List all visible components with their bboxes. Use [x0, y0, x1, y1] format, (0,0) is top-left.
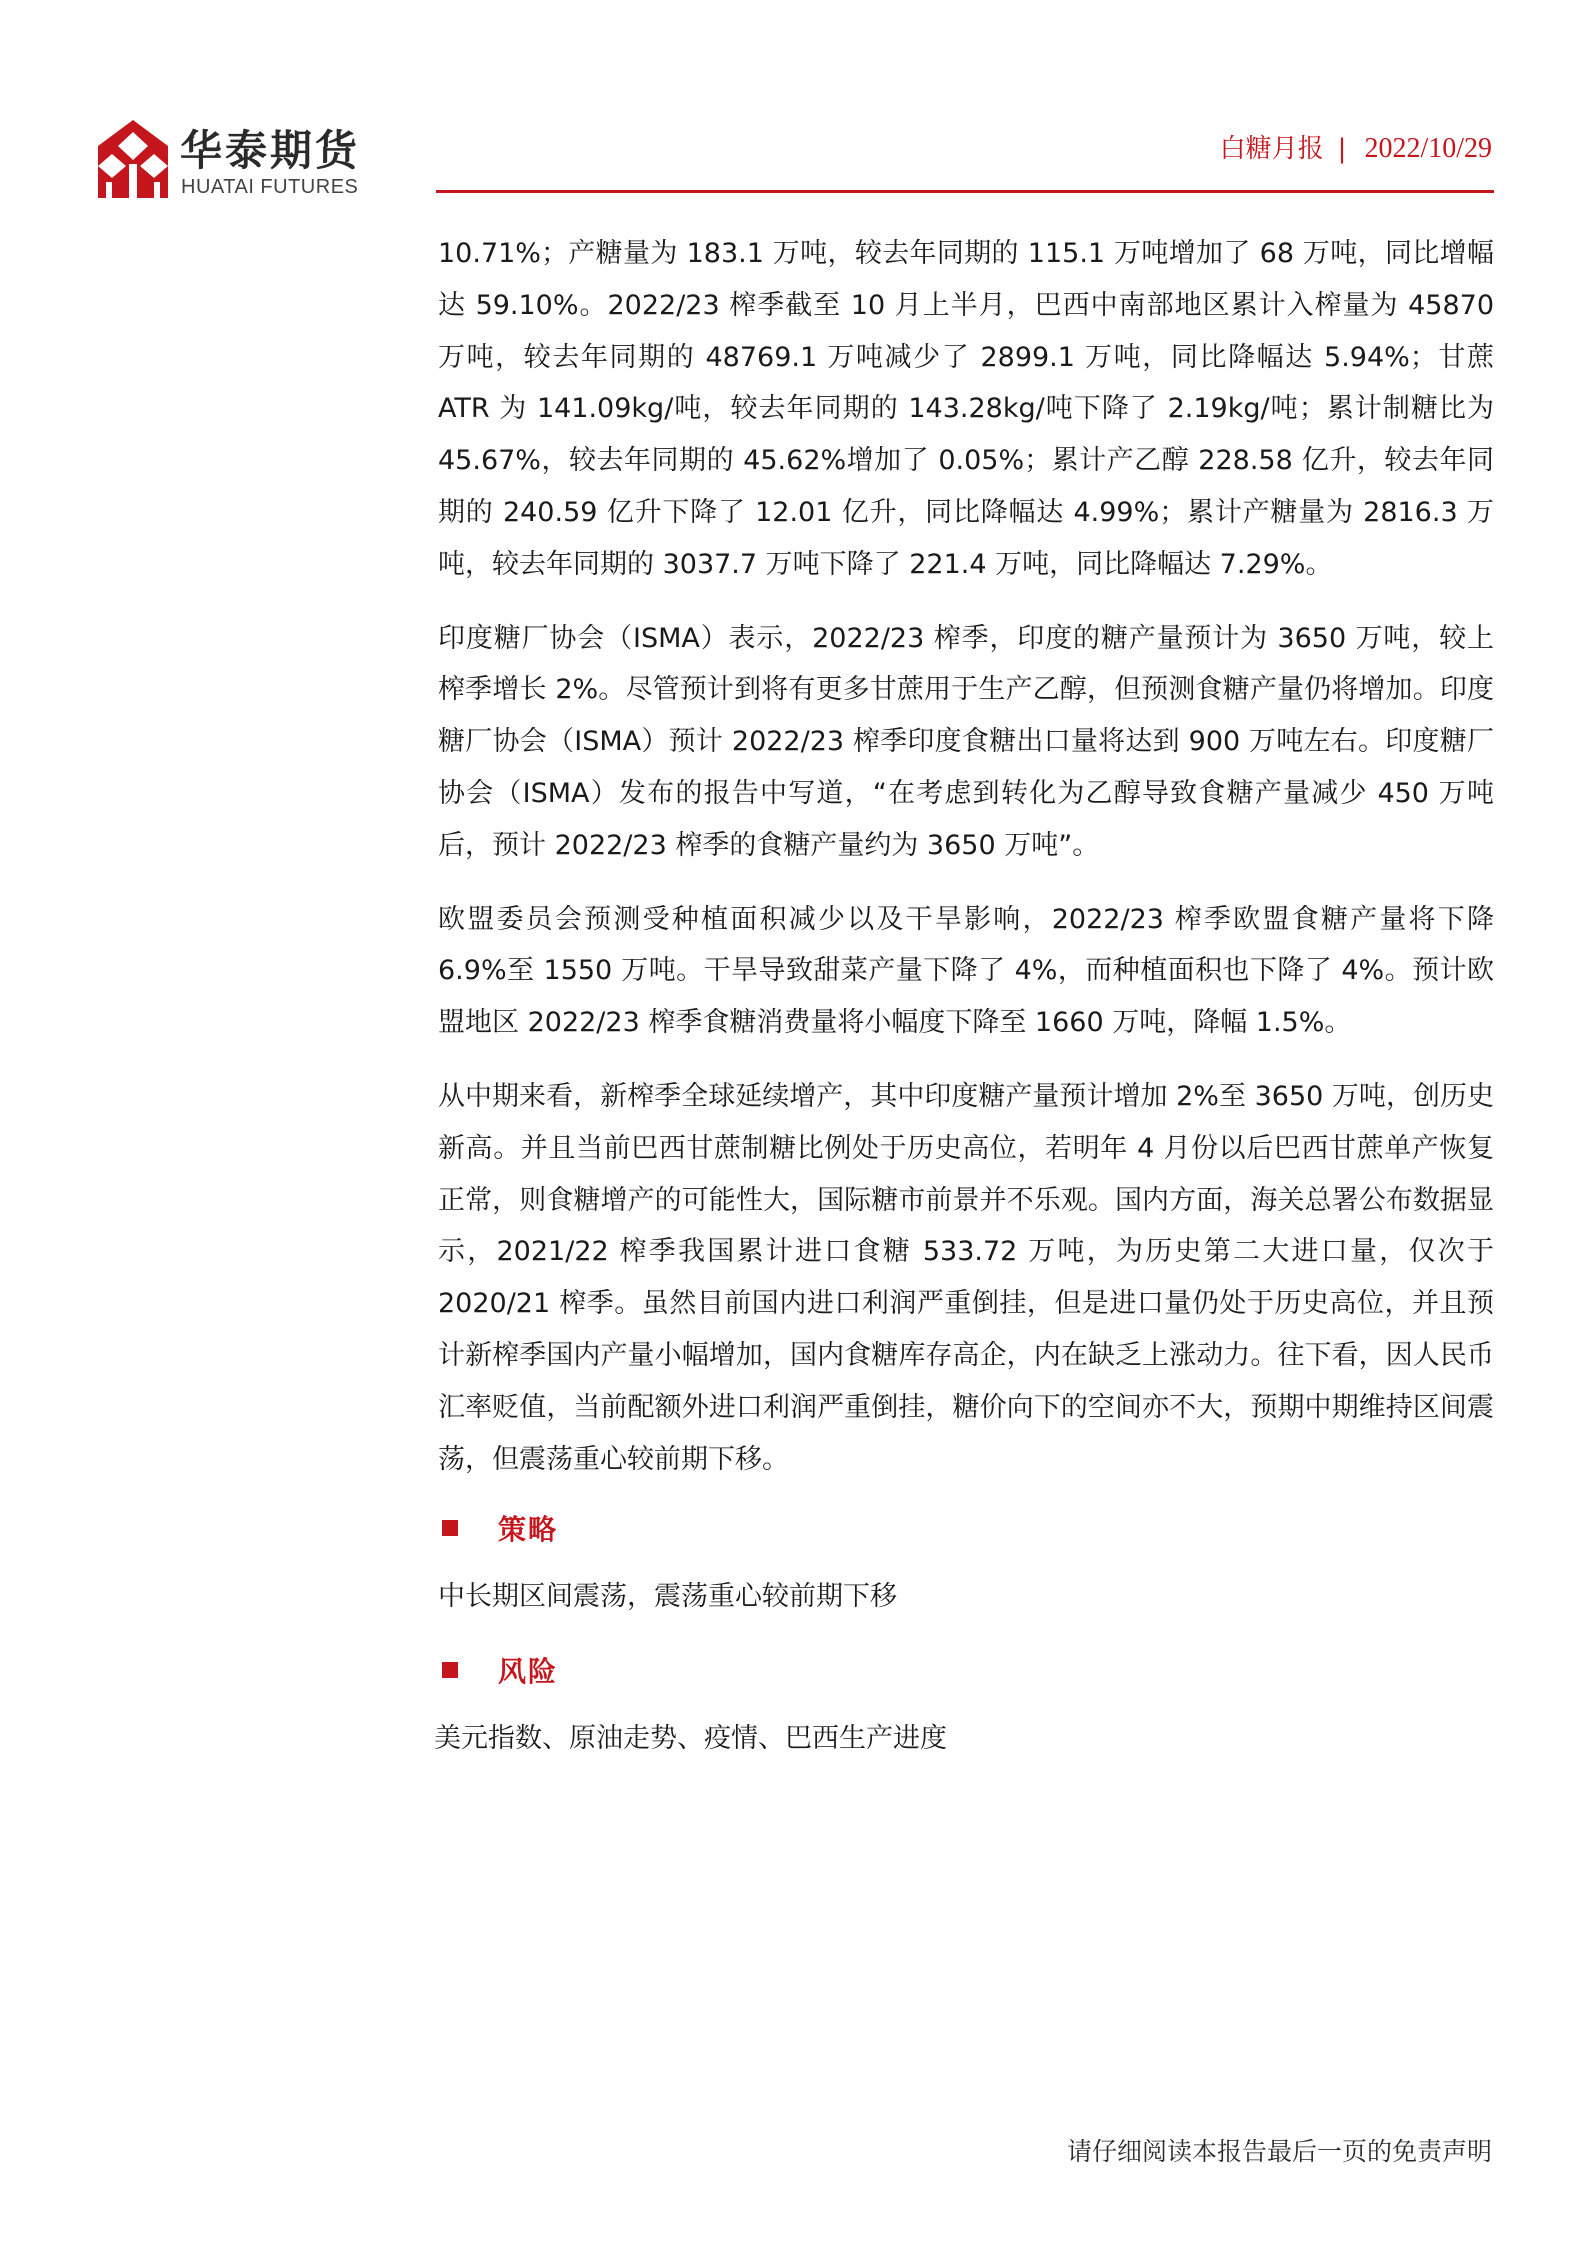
report-body: [434, 228, 1494, 1791]
square-bullet-icon: [442, 1520, 458, 1536]
report-meta: [1220, 128, 1492, 165]
huatai-logo-icon: [98, 120, 168, 198]
square-bullet-icon: [442, 1662, 458, 1678]
header-divider: [436, 190, 1494, 193]
paragraph-midterm-outlook: 从中期来看，新榨季全球延续增产，其中印度糖产量预计增加 2%至 3650 万吨，创历史新高。并且当前巴西甘蔗制糖比例处于历史高位，若明年 4 月份以后巴西甘蔗单产恢复正常，则食糖增产的可能性大，国际糖市前景并不乐观。国内方面，海关总署公布数据显示，2021/22 榨季我国累计进口食糖 533.72 万吨，为历史第二大进口量，仅次于 2020/21 榨季。虽然目前国内进口利润严重倒挂，但是进口量仍处于历史高位，并且预计新榨季国内产量小幅增加，国内食糖库存高企，内在缺乏上涨动力。往下看，因人民币汇率贬值，当前配额外进口利润严重倒挂，糖价向下的空间亦不大，预期中期维持区间震荡，但震荡重心较前期下移。: [438, 1080, 1494, 1475]
header-separator: |: [1337, 134, 1347, 164]
risk-title: 风险: [498, 1655, 559, 1689]
strategy-heading: [442, 1507, 1494, 1549]
paragraph-eu-forecast: 欧盟委员会预测受种植面积减少以及干旱影响，2022/23 榨季欧盟食糖产量将下降 6.9%至 1550 万吨。干旱导致甜菜产量下降了 4%，而种植面积也下降了 4%。预计欧盟地区 2022/23 榨季食糖消费量将小幅度下降至 1660 万吨，降幅 1.5%。: [438, 903, 1494, 1039]
paragraph-brazil-production: 10.71%；产糖量为 183.1 万吨，较去年同期的 115.1 万吨增加了 68 万吨，同比增幅达 59.10%。2022/23 榨季截至 10 月上半月，巴西中南部地区累计入榨量为 45870 万吨，较去年同期的 48769.1 万吨减少了 2899.1 万吨，同比降幅达 5.94%；甘蔗 ATR 为 141.09kg/吨，较去年同期的 143.28kg/吨下降了 2.19kg/吨；累计制糖比为 45.67%，较去年同期的 45.62%增加了 0.05%；累计产乙醇 228.58 亿升，较去年同期的 240.59 亿升下降了 12.01 亿升，同比降幅达 4.99%；累计产糖量为 2816.3 万吨，较去年同期的 3037.7 万吨下降了 221.4 万吨，同比降幅达 7.29%。: [438, 238, 1494, 580]
paragraph-india-isma: 印度糖厂协会（ISMA）表示，2022/23 榨季，印度的糖产量预计为 3650 万吨，较上榨季增长 2%。尽管预计到将有更多甘蔗用于生产乙醇，但预测食糖产量仍将增加。印度糖厂协会（ISMA）预计 2022/23 榨季印度食糖出口量将达到 900 万吨左右。印度糖厂协会（ISMA）发布的报告中写道，“在考虑到转化为乙醇导致食糖产量减少 450 万吨后，预计 2022/23 榨季的食糖产量约为 3650 万吨”。: [438, 622, 1494, 861]
report-type: 白糖月报: [1219, 134, 1324, 164]
brand-name-cn: 华泰期货: [180, 126, 361, 175]
footer-disclaimer: 请仔细阅读本报告最后一页的免责声明: [1066, 2137, 1492, 2166]
strategy-text: 中长期区间震荡，震荡重心较前期下移: [438, 1581, 897, 1613]
report-date: 2022/10/29: [1364, 133, 1492, 164]
strategy-title: 策略: [498, 1513, 559, 1547]
risk-heading: [442, 1649, 1494, 1691]
brand-name-en: HUATAI FUTURES: [181, 176, 359, 198]
risk-text: 美元指数、原油走势、疫情、巴西生产进度: [434, 1723, 947, 1755]
page-header: [0, 0, 1588, 200]
